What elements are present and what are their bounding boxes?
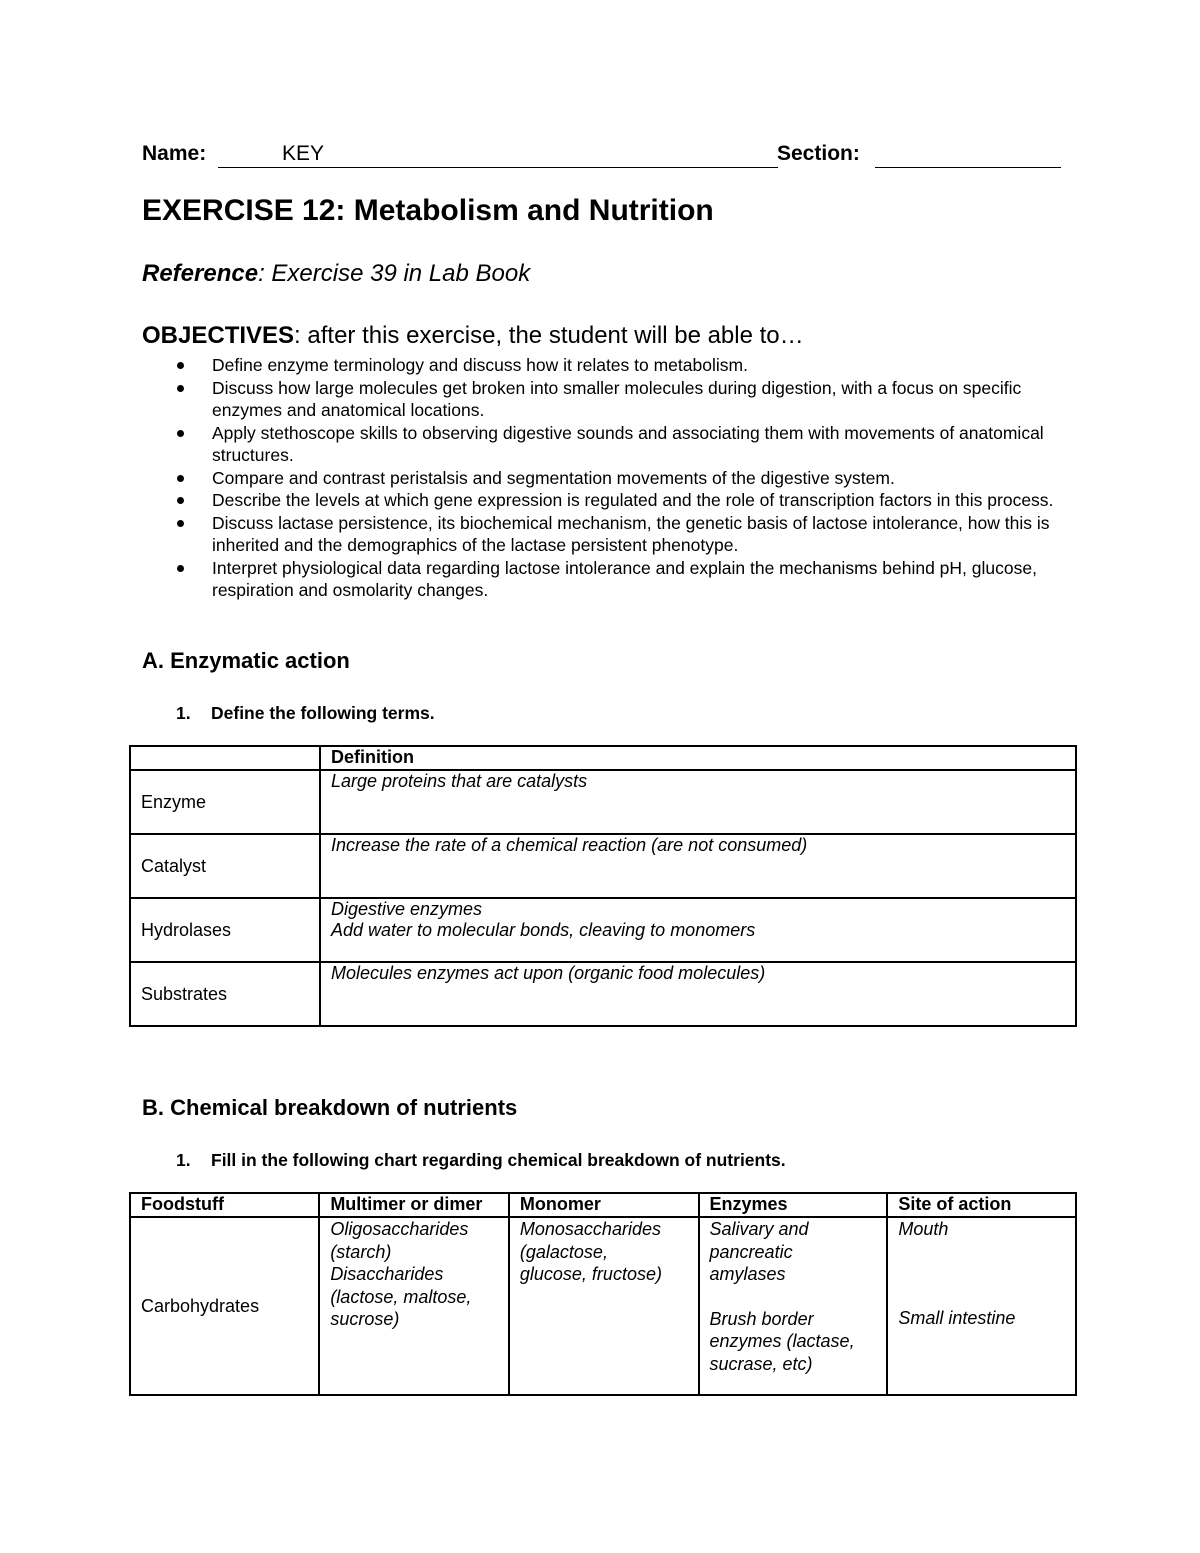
bullet-icon [177,362,184,369]
name-field[interactable] [218,142,778,168]
section-b-heading: B. Chemical breakdown of nutrients [142,1095,518,1120]
definition-cell[interactable]: Increase the rate of a chemical reaction (are not consumed) [320,834,1076,898]
definition-cell[interactable]: Large proteins that are catalysts [320,770,1076,834]
list-item: Define enzyme terminology and discuss how it relates to metabolism. [142,354,1072,377]
table-header-row [130,746,1076,770]
table-header-cell: Foodstuff [130,1193,319,1217]
table-row [130,1217,1076,1395]
bullet-icon [177,497,184,504]
table-header-cell: Enzymes [699,1193,888,1217]
term-cell: Catalyst [130,834,320,898]
name-value: KEY [282,142,325,165]
table-row [130,770,1076,834]
definitions-table [129,745,1077,1027]
list-item: Describe the levels at which gene expression is regulated and the role of transcription factors in this process. [142,489,1072,512]
table-header-cell: Multimer or dimer [319,1193,509,1217]
table-row [130,898,1076,962]
section-field[interactable] [875,142,1061,168]
section-label: Section: [777,142,860,165]
table-header-cell: Monomer [509,1193,699,1217]
foodstuff-cell: Carbohydrates [130,1217,319,1395]
bullet-icon [177,565,184,572]
objectives-label: OBJECTIVES [142,322,295,349]
table-header-cell: Site of action [887,1193,1076,1217]
list-item: Discuss lactase persistence, its biochemical mechanism, the genetic basis of lactose intolerance, how this is inherited and the demographics of the lactase persistent phenotype. [142,512,1072,557]
table-header-row [130,1193,1076,1217]
list-item: Compare and contrast peristalsis and segmentation movements of the digestive system. [142,467,1072,490]
table-header-cell [130,746,320,770]
list-item: Apply stethoscope skills to observing digestive sounds and associating them with movements of anatomical structures. [142,422,1072,467]
section-a-heading: A. Enzymatic action [142,648,350,673]
table-header-cell: Definition [320,746,1076,770]
monomer-cell[interactable]: Monosaccharides (galactose, glucose, fructose) [509,1217,699,1395]
term-cell: Enzyme [130,770,320,834]
definition-cell[interactable]: Digestive enzymes Add water to molecular bonds, cleaving to monomers [320,898,1076,962]
bullet-icon [177,430,184,437]
bullet-icon [177,475,184,482]
page-title: EXERCISE 12: Metabolism and Nutrition [142,194,714,227]
list-item: Interpret physiological data regarding lactose intolerance and explain the mechanisms behind pH, glucose, respiration and osmolarity changes. [142,557,1072,602]
objectives-list [142,354,1072,602]
section-b-question: 1. Fill in the following chart regarding chemical breakdown of nutrients. [176,1150,786,1170]
nutrient-breakdown-table [129,1192,1077,1396]
multimer-cell[interactable]: Oligosaccharides (starch) Disaccharides (lactose, maltose, sucrose) [319,1217,509,1395]
table-row [130,962,1076,1026]
reference-text: : Exercise 39 in Lab Book [258,260,531,287]
bullet-icon [177,385,184,392]
objectives-heading [142,322,1072,350]
objectives-intro: : after this exercise, the student will be able to… [294,322,804,349]
table-row [130,834,1076,898]
reference [142,260,530,288]
list-item: Discuss how large molecules get broken into smaller molecules during digestion, with a focus on specific enzymes and anatomical locations. [142,377,1072,422]
bullet-icon [177,520,184,527]
term-cell: Hydrolases [130,898,320,962]
definition-cell[interactable]: Molecules enzymes act upon (organic food molecules) [320,962,1076,1026]
section-a-question: 1. Define the following terms. [176,703,435,723]
term-cell: Substrates [130,962,320,1026]
header-row [142,142,1060,172]
reference-label: Reference [142,260,259,287]
enzymes-cell[interactable]: Salivary and pancreatic amylases Brush border enzymes (lactase, sucrase, etc) [699,1217,888,1395]
name-label: Name: [142,142,207,165]
site-cell[interactable]: Mouth Small intestine [887,1217,1076,1395]
